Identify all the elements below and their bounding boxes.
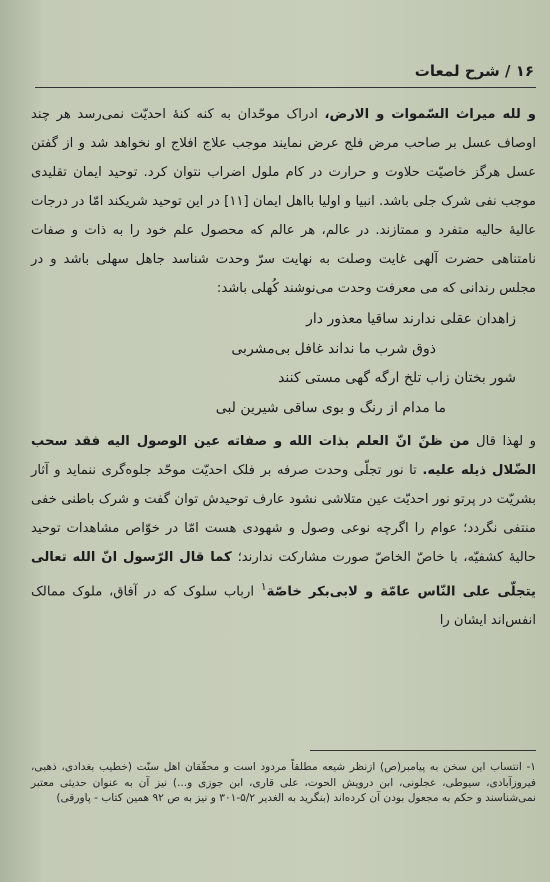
footnote-1: ۱- انتساب این سخن به پیامبر(ص) ازنظر شیعه مطلقاً مردود است و محقّقان اهل سنّت (خطیب بغدادی، ذهبی، فیروزآبادی، سیوطی، عجلونی، ابن درویش الحوت، علی قاری، ابن جوزی و...) نیز آن به عنوان حدیثی معتبر نمی‌شناسند و حکم به مجعول بودن آن کرده‌اند (بنگرید به الغدیر ۵/۲-۳۰۱ و نیز به ص ۹۲ همین کتاب - پاورقی): [31, 761, 536, 804]
footnotes: [31, 760, 536, 807]
running-head: ۱۶ / شرح لمعات: [414, 62, 534, 80]
paragraph-1-bold: و لله میراث السّموات و الارض،: [324, 107, 536, 122]
paragraph-1: [31, 100, 536, 303]
footnote-rule: [310, 750, 536, 751]
poem-verse: زاهدان عقلی ندارند ساقیا معذور دار: [306, 311, 516, 327]
paragraph-2-tail: ارباب سلوک که در آفاق، ملوک ممالک انفس‌اند ایشان را: [31, 584, 536, 629]
poem-verse: شور بختان زاب تلخ ارگه گهی مستی کنند: [278, 370, 516, 386]
main-text: [31, 100, 536, 635]
paragraph-2: [31, 427, 536, 635]
poem-verse: ذوق شرب ما نداند غافل بی‌مشربی: [231, 340, 436, 357]
paragraph-1-text: ادراک موحّدان به کنه کنهٔ احدیّت نمی‌رسد هر چند اوصاف عسل بر صاحب مرض فلج عرض نمایند موجب علاج افلاج او نخواهد شد و از گفتن عسل هرگز خاصیّت حلاوت و حرارت در کام ملول اضراب نتوان کرد. توحید ایمان تقلیدی موجب نفی شرک جلی باشد. انبیا و اولیا بااهل ایمان [۱۱] در این توحید شریکند امّا در درجات عالیهٔ حالیه متفرد و ممتازند. در عالم، هر عالم که محصول علم خود را به ذات و صفات نامتناهی حضرت آلهی غایت وصلت به نهایت سرّ وحدت شناسد جاهل سهلی باشد و در مجلس رندانی که می معرفت وحدت می‌نوشند کُهلی باشد:: [31, 107, 536, 296]
paragraph-2-lead: و لهذا قال: [469, 434, 537, 449]
page-header: [0, 58, 550, 88]
footnote-ref: ۱: [260, 580, 267, 593]
paragraph-2-text: تا نور تجلّی وحدت صرفه بر فلک احدیّت موحّد جلوه‌گری ننماید و آثار بشریّت در پرتو نور احدیّت عین متلاشی نشود عارف توحیدش توان گفت و شرک باطنی خفی منتفی نگردد؛ عوام را اگرچه نوعی وصول و شهودی هست امّا در خوّاص مشاهدات توحید حالیهٔ کشفیّه، با خاصّ الخاصّ صورت مشارکت ندارند؛: [31, 463, 536, 565]
poem-verse: ما مدام از رنگ و بوی ساقی شیرین لبی: [215, 399, 446, 416]
paragraph-2-bold-hadith: کما قال الرّسول انّ الله تعالی یتجلّی علی النّاس عامّة و لابی‌بکر خاصّة: [31, 550, 536, 600]
poem: [31, 305, 536, 423]
paragraph-2-bold-quote: من ظنّ انّ العلم بذات الله و صفاته عین الوصول الیه فقد سحب الضّلال ذیله علیه.: [31, 434, 536, 478]
header-rule: [35, 87, 536, 88]
